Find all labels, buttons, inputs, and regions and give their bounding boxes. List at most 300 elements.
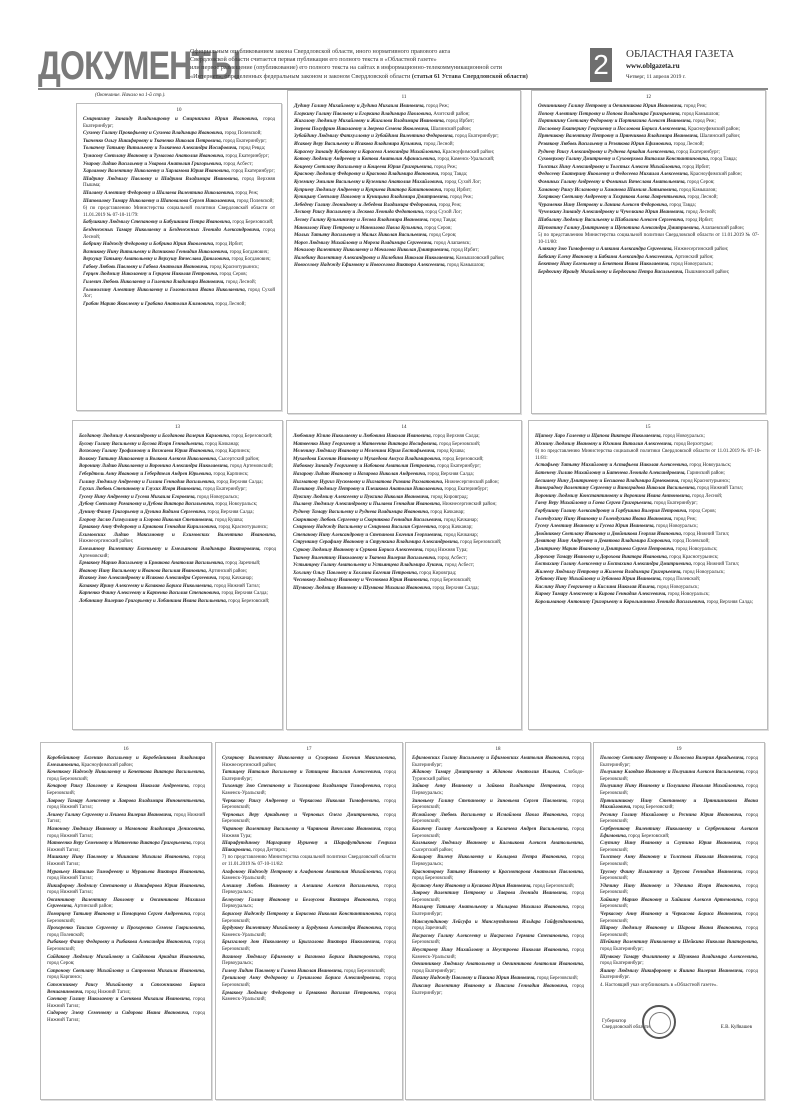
list-item <box>47 756 205 769</box>
locality: город Реж; <box>450 195 473 201</box>
award-name: Гебердтель Анну Ивановну и Гебердтеля Андрея Юрьевича, <box>79 471 213 477</box>
list-item <box>83 131 275 138</box>
locality: город Екатеринбург; <box>600 961 644 967</box>
list-item <box>83 265 275 272</box>
list-item <box>600 827 758 840</box>
list-item <box>293 525 515 532</box>
list-item <box>535 517 761 524</box>
locality: город Тавда; <box>669 202 697 208</box>
award-name: Алякину Зою Тимофеевну и Алякина Александра Сергеевича, <box>538 247 673 253</box>
award-name: Брызгалову Зою Николаевну и Брызгалова Виктора Николаевича, <box>222 940 381 946</box>
list-item <box>535 442 761 449</box>
award-name: Сухоркову Валентину Николаевну и Сухоркова Евгения Максимовича, <box>222 756 396 761</box>
locality: Алапаевский район; <box>701 225 745 231</box>
scan-page-number: 10 <box>176 108 182 113</box>
list-item <box>412 813 584 826</box>
award-name: Герцен Людмилу Николаевну и Герцена Николая Петровича, <box>83 272 219 278</box>
locality: город Ирбит; <box>682 164 711 170</box>
award-name: Рудневу Тамару Васильевну и Руднева Владимира Ивановича, <box>293 509 430 515</box>
award-name: Реснину Галину Михайловну и Реснина Юрия Ивановича, <box>600 812 743 818</box>
list-item <box>535 577 761 584</box>
locality: город Березовский; <box>47 776 89 782</box>
award-name: Двойникову Светлану Ивановну и Двойникова Георгия Ивановича, <box>535 531 683 537</box>
list-item <box>47 969 205 982</box>
locality: Шалинский район; <box>430 126 472 132</box>
list-item <box>293 434 515 441</box>
locality: город Первоуральск; <box>222 954 397 967</box>
list-item <box>47 940 205 953</box>
list-item <box>47 912 205 925</box>
locality: город Карпинск; <box>47 975 83 981</box>
list-item <box>222 784 396 797</box>
list-item <box>293 464 515 471</box>
award-name: Лескову Раису Васильевну и Лескова Леонида Федотовича, <box>294 210 425 216</box>
award-name: Шейкину Валентину Николаевну и Шейкина Николая Викторовича, <box>600 940 758 946</box>
locality: город Березовский; <box>222 812 396 825</box>
award-name: Сапожникову Раису Михайловну и Сапожникова Бориса Вениаминовича, <box>47 983 205 995</box>
list-item <box>600 813 758 826</box>
issue-date: Четверг, 11 апреля 2019 г. <box>626 74 686 80</box>
award-name: Горбушину Галину Александровну и Горбушина Валерия Петровича, <box>535 508 688 514</box>
list-item <box>600 770 758 783</box>
locality: город Березовский; <box>232 220 274 226</box>
locality: город Нижний Тагил; <box>47 997 205 1009</box>
locality: Сысертский район; <box>412 847 454 853</box>
locality: город Ирбит; <box>443 187 472 193</box>
award-name: Коробейникову Евгению Васильевну и Коробейникова Владимира Емельяновича, <box>47 756 205 768</box>
award-name: Черновых Веру Аркадьевну и Черновых Олега Дмитриевича, <box>222 812 380 818</box>
locality: город Лесной; <box>83 227 275 240</box>
locality: город Краснотурьинск; <box>209 264 259 270</box>
list-item <box>293 510 515 517</box>
locality: город Богданович; <box>231 257 271 263</box>
award-name: Жилееву Людмилу Петровну и Жилеева Владимира Григорьевича, <box>535 569 682 575</box>
locality: город Артемовский; <box>79 546 277 559</box>
award-name: Ткаченко Ольгу Никифоровну и Ткаченко Николая Петровича, <box>83 138 222 144</box>
list-item <box>535 600 761 607</box>
list-item <box>293 472 515 479</box>
locality: город Березовский; <box>600 912 758 924</box>
award-name: Суховерхову Галину Дмитриевну и Суховерхова Виталия Константиновича, <box>538 157 710 163</box>
locality: город Екатеринбург; <box>222 770 397 782</box>
document-page-16 <box>40 742 212 1100</box>
list-item <box>79 502 276 509</box>
award-name: Назарову Лидию Ивановну и Назарова Николая Андреевича, <box>293 471 427 477</box>
locality: город Реж; <box>438 202 462 208</box>
award-name: Бекетову Нину Евгеньевну и Бекетова Ивана Николаевича, <box>538 262 670 268</box>
list-item <box>222 955 396 968</box>
list-item <box>600 799 758 812</box>
locality: город Реж; <box>673 516 697 522</box>
list-item <box>294 172 514 179</box>
locality: город Лесной; <box>423 141 454 147</box>
list-item <box>293 563 515 570</box>
locality: город Новоуральск; <box>196 494 239 500</box>
list-item <box>538 157 759 164</box>
award-name: Шалаеву Алевтину Федоровну и Шалаева Валентина Николаевича, <box>83 190 235 196</box>
locality: Красноуфимский район; <box>81 762 134 768</box>
list-item <box>412 827 584 840</box>
locality: Слободо-Туринский район; <box>412 770 584 782</box>
award-name: Кощееву Светлану Васильевну и Кощеева Юрия Григорьевича, <box>294 164 433 170</box>
award-name: Лаврову Тамару Алексеевну и Лаврова Владимира Иннокентьевича, <box>47 798 205 804</box>
list-item <box>538 226 759 233</box>
list-item <box>79 480 276 487</box>
list-item <box>600 898 758 911</box>
locality: город Екатеринбург; <box>83 117 276 129</box>
list-item <box>412 891 584 904</box>
list-item <box>79 599 276 606</box>
award-name: Бесшаеву Нину Дмитриевну и Бесшаева Владимира Ермековича, <box>535 478 680 484</box>
list-item <box>600 756 758 769</box>
list-item <box>538 134 759 141</box>
list-item <box>538 210 759 217</box>
locality: город Камышлов; <box>681 111 720 117</box>
list-item <box>538 165 759 172</box>
award-name: Маноилову Нину Петровну и Маноилова Павла Кузьмича, <box>294 225 424 231</box>
list-item <box>222 884 396 897</box>
locality: город Верхняя Салда; <box>706 600 753 606</box>
list-item <box>222 855 396 868</box>
award-name: Куницыну Светлану Павловну и Куницына Владимира Дмитриевича, <box>294 195 449 201</box>
award-name: Рыбакову Фаину Федоровну и Рыбакова Александра Ивановича, <box>47 940 192 946</box>
award-name: Меленину Людмилу Ивановну и Меленина Юрия Евстафьевича, <box>293 449 436 455</box>
locality: город Березовский; <box>600 841 759 853</box>
locality: город Нижний Тагил; <box>697 486 743 492</box>
locality: город Нижний Тагил; <box>47 812 205 825</box>
locality: город Краснотурьинск; <box>669 554 719 560</box>
locality: Нижнесергинский район; <box>444 479 499 485</box>
award-name: Лаврову Валентину Петровну и Лаврова Леонида Ивановича, <box>412 891 568 897</box>
award-name: Егоркину Галину Павловну и Егоркина Владимира Павловича, <box>294 111 433 117</box>
locality: город Карпинск; <box>215 449 251 455</box>
award-name: Дунину Фаину Григорьевну и Дунина Вадима Сергеевича, <box>79 509 207 515</box>
locality: город Заречный; <box>412 926 448 932</box>
award-name: Пословову Екатерину Георгиевну и Пословова Бориса Алексеевича, <box>538 126 687 132</box>
masthead <box>38 46 768 86</box>
locality: город Екатеринбург; <box>412 756 584 768</box>
locality: город Березовский; <box>412 876 454 882</box>
award-name: Неустроеву Нину Михайловну и Неустроева Николая Ивановича, <box>412 948 570 954</box>
award-name: Хаманову Раису Исламовну и Хаманова Шамиля Латыповича, <box>538 187 678 193</box>
list-item <box>222 940 396 953</box>
award-name: Пуксину Людмилу Алексеевну и Пуксина Николая Ивановича, <box>293 494 430 500</box>
locality: город Березовский; <box>412 812 585 825</box>
locality: город Верхняя Салда; <box>216 479 263 485</box>
list-item <box>538 218 759 225</box>
list-item <box>47 1011 205 1024</box>
list-item <box>535 463 761 470</box>
locality: город Нижний Тагил; <box>47 805 93 811</box>
list-item <box>412 756 584 769</box>
website-link[interactable]: www.oblgazeta.ru <box>626 62 680 70</box>
list-item <box>293 502 515 509</box>
locality: город Реж; <box>235 190 259 196</box>
document-page-12 <box>531 90 766 414</box>
scan-page-number: 12 <box>646 95 651 100</box>
locality: город Березовский; <box>222 940 396 953</box>
list-item <box>294 112 514 119</box>
list-item <box>222 827 396 840</box>
locality: город Верхняя Салда; <box>427 471 474 477</box>
award-name: Хохлину Ольгу Павловну и Хохлина Евгения Петровича, <box>293 570 419 576</box>
list-item <box>535 539 761 546</box>
list-item <box>538 150 759 157</box>
locality: город Сухой Лог; <box>83 287 276 300</box>
list-item <box>47 898 205 911</box>
locality: город Лесной; <box>215 301 246 307</box>
official-seal-icon <box>642 1005 676 1039</box>
award-name: Безденежных Тамару Николаевну и Безденежных Леонида Александровича, <box>83 227 261 233</box>
list-item <box>293 480 515 487</box>
award-name: Мороз Людмилу Михайловну и Мороза Владимира Сергеевича, <box>294 240 433 246</box>
award-name: Голендухину Нину Ивановну и Голендухина Ивана Ивановича, <box>535 516 673 522</box>
list-item <box>535 547 761 554</box>
list-item <box>412 984 584 997</box>
locality: город Серов; <box>688 508 717 514</box>
locality: город Карпинск; <box>213 471 249 477</box>
award-name: Дудину Галину Михайловну и Дудина Михаила Ивановича, <box>294 104 425 109</box>
award-name: Лобанкину Валерию Григорьевну и Лобанкина Ивана Васильевича, <box>79 599 228 605</box>
award-name: Смирнову Надежду Васильевну и Смирнова Василия Сергеевича, <box>293 525 438 531</box>
award-name: Любовину Юлию Николаевну и Любовина Николая Ивановича, <box>293 434 432 439</box>
award-name: Бабкину Елену Ивановну и Бабкина Александра Алексеевича, <box>538 254 674 260</box>
award-name: Ефимовских Галину Васильевну и Ефимовских Анатолия Ивановича, <box>412 756 571 761</box>
award-name: Глухих Любовь Степановну и Глухих Игоря Ивановича, <box>79 487 202 493</box>
list-item <box>294 233 514 240</box>
list-item <box>294 188 514 195</box>
scan-page-number: 15 <box>645 425 651 430</box>
list-item <box>222 756 396 769</box>
list-item <box>222 991 396 1004</box>
governor-signature-block <box>602 1015 762 1055</box>
award-name: Возжаеву Галину Трофимовну и Возжаева Юрия Ивановича, <box>79 449 215 455</box>
locality: город Ирбит; <box>446 119 475 125</box>
list-item <box>83 191 275 198</box>
award-name: Рудневу Раису Александровну и Руднева Аркадия Алексеевича, <box>538 149 676 155</box>
award-name: Малых Татьяну Васильевну и Малых Николая Васильевича, <box>294 233 428 239</box>
locality: город Тавда; <box>710 157 737 163</box>
list-item <box>47 827 205 840</box>
award-name: Дмитриеву Марию Ивановну и Дмитриева Сергея Петровича, <box>535 546 675 552</box>
locality: город Лесной; <box>687 195 718 201</box>
locality: город Первоуральск; <box>412 855 584 867</box>
award-name: Калачеву Галину Александровну и Калачева Андрея Васильевича, <box>412 826 569 832</box>
locality: город Нижний Тагил; <box>47 876 93 882</box>
award-name: Матвеенко Веру Семеновну и Матвеенко Виктора Григорьевича, <box>47 841 192 847</box>
award-name: Голомолзину Алевтину Николаевну и Голомолзина Ивана Николаевича, <box>83 287 247 293</box>
award-name: Кольцову Вилену Николаевну и Кольцова Петра Ивановича, <box>412 855 568 861</box>
list-item <box>538 188 759 195</box>
scan-page-number: 13 <box>175 425 180 430</box>
list-item <box>293 556 515 563</box>
notice-line: Свердловской области считается первая публикация его полного текста в «Областной газете» <box>190 56 437 64</box>
award-name: Полушину Нину Ивановну и Полушина Николая Михайловича, <box>600 784 745 790</box>
list-item <box>535 434 761 441</box>
award-name: Пиксину Валентину Ивановну и Пиксина Геннадия Ивановича, <box>412 984 569 989</box>
list-item <box>535 555 761 562</box>
locality: город Лесной; <box>225 280 257 286</box>
locality: город Качканар; <box>443 517 479 523</box>
award-name: Габову Любовь Павловну и Габова Анатолия Ивановича, <box>83 264 209 270</box>
locality: Сысертский район; <box>218 456 260 462</box>
locality: город Березовский; <box>412 891 585 903</box>
award-name: Вазникову Нину Витальевну и Вазникова Геннадия Николаевича, <box>83 249 229 255</box>
locality: Красноуфимский район; <box>442 149 495 155</box>
award-name: Чураменко Нину Петровну и Ланина Алексея Федоровича, <box>538 202 669 208</box>
locality: город Ирбит; <box>685 217 714 223</box>
list-item <box>47 784 205 797</box>
award-name: Мухаедова Евгению Ивановну и Мухаедова Ансуса Владимировича, <box>293 456 442 462</box>
award-name: Гилину Людмилу Андреевну и Гилина Геннадия Васильевича, <box>79 479 216 485</box>
award-name: Красноторову Татьяну Ивановну и Красноторова Анатолия Павловича, <box>412 869 584 875</box>
locality: город Серов; <box>428 233 457 239</box>
award-name: Муравьеву Наталью Тимофеевну и Муравьева Виктора Ивановича, <box>47 869 205 875</box>
award-name: Плешкову Людмилу Петровну и Плешкова Анатолия Николаевича, <box>293 487 444 493</box>
locality: город Березовский; <box>600 926 758 938</box>
award-name: Девятову Нину Андреевну и Девятова Владимира Егоровича, <box>535 539 672 545</box>
list-item <box>222 799 396 812</box>
locality: город Артемовский; <box>229 464 273 470</box>
list-item <box>412 870 584 883</box>
list-item <box>535 471 761 478</box>
newspaper-title: ОБЛАСТНАЯ ГАЗЕТА <box>626 48 735 60</box>
locality: 4. Настоящий указ опубликовать в «Областной газете». <box>600 983 718 988</box>
award-name: Попову Алевтину Петровну и Попова Владимира Григорьевича, <box>538 111 681 117</box>
list-item <box>535 570 761 577</box>
locality: город Екатеринбург; <box>676 149 720 155</box>
award-name: Суркову Людмилу Ивановну и Суркова Бориса Алексеевича, <box>293 547 424 553</box>
award-name: Зверева Полуфрию Николаевну и Зверева Семена Яковлевича, <box>294 126 430 132</box>
list-item <box>538 247 759 254</box>
list-item <box>294 210 514 217</box>
list-item <box>79 449 276 456</box>
award-name: Чучелкину Зинаиду Александровну и Чучелкина Юрия Ивановича, <box>538 210 685 216</box>
list-item <box>79 464 276 471</box>
list-item <box>79 518 276 525</box>
list-item <box>412 855 584 868</box>
list-item <box>600 983 758 990</box>
locality: Шалинский район; <box>699 134 741 140</box>
list-item <box>222 770 396 783</box>
award-name: Сухневу Галину Прокофьевну и Сухнева Владимира Ивановича, <box>83 131 224 137</box>
award-name: Астафьеву Татьяну Михайловну и Астафьева Николая Алексеевича, <box>535 463 689 469</box>
locality: город Сухой Лог; <box>425 210 463 216</box>
award-name: Воронину Лидию Николаевну и Воронина Александра Николаевича, <box>79 464 229 470</box>
locality: Артинский район; <box>674 254 714 260</box>
award-name: Иванову Нину Васильевну и Иванова Василия Ивановича, <box>79 568 207 574</box>
locality: город Новоуральск; <box>689 463 732 469</box>
award-name: Татищеву Наталью Васильевну и Татищева Василия Алексеевича, <box>222 770 382 776</box>
locality: город Краснотурьинск; <box>218 525 268 531</box>
locality: город Березовский; <box>412 933 584 946</box>
award-name: Волкову Татьяну Николаевну и Волкова Алексея Николаевича, <box>79 456 218 462</box>
award-name: Куземину Эмилию Васильевну и Куземина Анатолия Михайловича, <box>294 179 444 185</box>
award-name: Емельянову Валентину Евгеньевну и Емельянова Владимира Викторовича, <box>79 546 261 552</box>
locality: город Екатеринбург; <box>437 464 481 470</box>
notice-bold: (статья 61 Устава Свердловской области) <box>411 72 528 80</box>
list-item <box>538 233 759 246</box>
list-item <box>538 270 759 277</box>
award-name: Уварову Лидию Васильевну и Уварова Анатолия Григорьевича, <box>83 161 223 167</box>
locality: город Каменск-Уральский; <box>412 948 584 960</box>
award-name: Мансмутдинову Лейсуфа и Мансмутдинова Ильдара Гайфутдиновича, <box>412 919 584 925</box>
award-name: Зиновьеву Галину Степановну и Зиновьева Сергея Павловича, <box>412 798 568 804</box>
award-name: Насрасову Галину Алексеевну и Насрасова Германа Степановича, <box>412 933 570 939</box>
award-name: Прянишникову Нину Степановну и Прянишникова Ивана Михайловича, <box>600 798 758 811</box>
award-name: Прянчикову Валентину Петровну и Прянчикова Владимира Ивановича, <box>538 134 699 140</box>
locality: город Верхотурье; <box>673 441 713 447</box>
list-item <box>83 220 275 227</box>
locality: город Богданович; <box>229 249 269 255</box>
award-name: Кусакову Анну Ивановну и Кусакова Юрия Ивановича, <box>412 883 532 889</box>
list-item <box>294 218 514 225</box>
locality: город Верхняя Салда; <box>433 434 480 439</box>
award-name: Резвякову Любовь Васильевну и Резвякова Юрия Ефимовича, <box>538 141 673 147</box>
locality: город Сухой Лог; <box>444 179 482 185</box>
award-name: Хайкину Марию Ивановну и Хайкина Алексея Артемовича, <box>600 897 744 903</box>
list-item <box>538 172 759 179</box>
locality: город Асбест; <box>437 555 468 561</box>
list-item <box>535 524 761 531</box>
list-item <box>222 813 396 826</box>
list-item <box>47 983 205 996</box>
locality: город Екатеринбург; <box>455 134 499 140</box>
scan-page-number: 16 <box>123 747 129 752</box>
award-name: Чеснокову Людмилу Ивановну и Чеснокова Юрия Ивановича, <box>293 578 429 584</box>
award-name: Мамонову Людмилу Ивановну и Мамонова Владимира Денисовича, <box>47 826 205 832</box>
list-item <box>293 449 515 456</box>
locality: город Березовский; <box>600 812 758 825</box>
award-name: Карпенко Фаину Алексеевну и Карпенко Василия Степановича, <box>79 591 221 597</box>
award-name: Набокову Зинаиду Георгиевну и Набокова Анатолия Петровича, <box>293 464 436 470</box>
award-name: Шумкову Людмилу Ивановну и Шумкова Михаила Ивановича, <box>293 585 432 591</box>
list-item <box>294 226 514 233</box>
award-name: Верхушу Татьяну Анатольевну и Верхушу Вячеслава Даниловича, <box>83 257 231 263</box>
page-number: 2 <box>590 48 612 82</box>
locality: Нижнесергинский район; <box>79 539 134 545</box>
locality: город Реж; <box>426 104 449 109</box>
award-name: Пылаеву Людмилу Александровну и Пылаева Геннадия Ивановича, <box>293 502 441 508</box>
locality: город Верхняя Пышма; <box>83 176 275 189</box>
locality: город Нижний Тагил; <box>693 562 740 568</box>
locality: город Кушва; <box>436 449 466 455</box>
list-item <box>79 510 276 517</box>
document-page-18 <box>405 742 591 1100</box>
award-name: Смирнягину Зинаиду Владимировну и Смирнягина Юрия Ивановича, <box>83 117 259 122</box>
locality: город Екатеринбург. <box>600 968 758 981</box>
locality: город Реж; <box>693 119 716 125</box>
list-item <box>535 501 761 508</box>
list-item <box>293 571 515 578</box>
award-name: Прохоренко Таисию Сергеевну и Прохоренко Семена Гавриловича, <box>47 926 205 932</box>
list-item <box>83 206 275 219</box>
award-name: Жигалову Людмилу Михайловну и Жигалова Владимира Ивановича, <box>294 119 445 125</box>
award-name: Удачину Нину Ивановну и Удачина Игоря Ивановича, <box>600 883 742 889</box>
locality: город Березовский; <box>532 883 575 889</box>
locality: город Каменск-Уральский; <box>222 990 397 1003</box>
locality: город Реж; <box>434 164 457 170</box>
continuation-note: (Окончание. Начало на 1-й стр.). <box>95 93 166 98</box>
award-name: Сапронову Светлану Михайловну и Сапронова Михаила Ивановича, <box>47 968 205 974</box>
list-item <box>293 548 515 555</box>
locality: город Екатеринбург; <box>654 501 698 507</box>
award-name: Налобину Валентину Александровну и Налобина Николая Николаевича, <box>294 255 455 261</box>
list-item <box>83 177 275 190</box>
award-name: Сербреникову Валентину Николаевну и Сербреникова Алексея Ефимовича, <box>600 826 758 839</box>
award-name: Толстых Нину Александровну и Толстых Алексея Михайловича, <box>538 164 682 170</box>
signer-name: Е.В. Куйвашев <box>720 1025 752 1030</box>
